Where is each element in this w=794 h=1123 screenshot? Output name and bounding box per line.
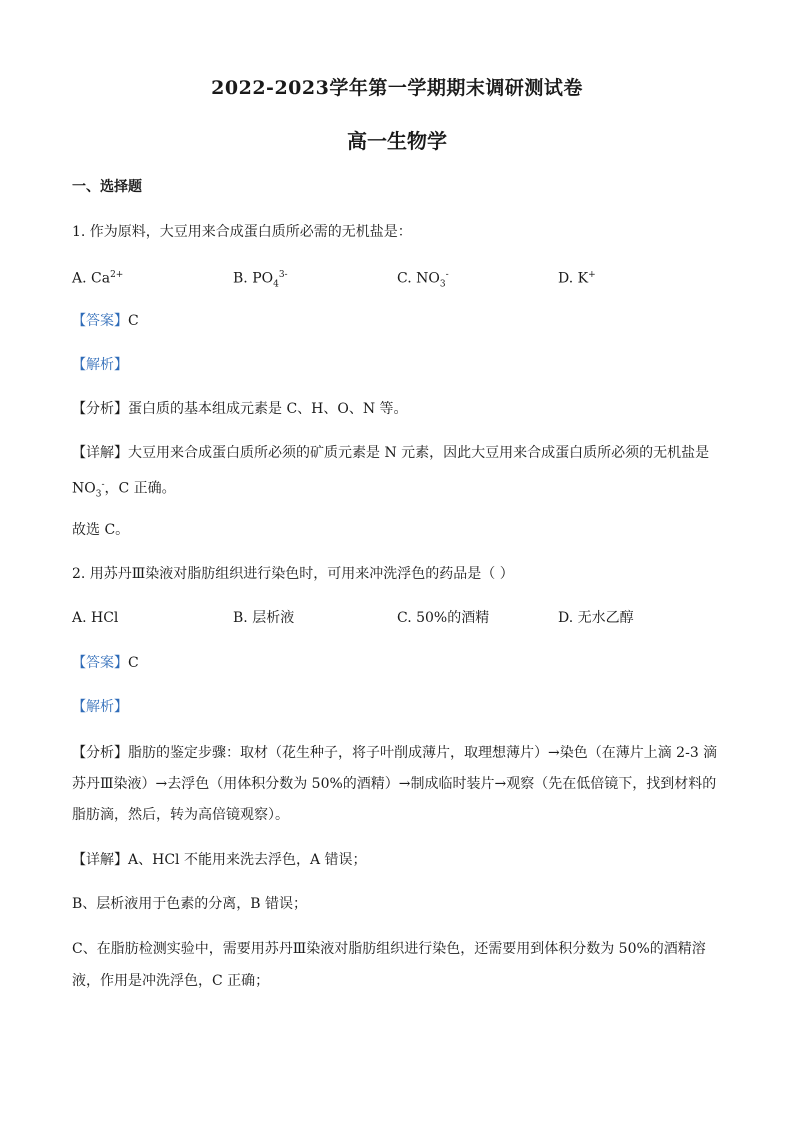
xiangjie-formula: NO xyxy=(72,480,96,497)
question-2-xiangjie-b: B、层析液用于色素的分离，B 错误； xyxy=(72,896,308,912)
question-2-xiangjie-a xyxy=(72,851,367,869)
question-1-answer xyxy=(72,312,139,330)
question-2-fenxi-line-3: 脂肪滴，然后，转为高倍镜观察）。 xyxy=(72,807,289,823)
option-c-text: C. NO xyxy=(397,270,440,287)
question-2-option-a: A. HCl xyxy=(72,610,119,626)
option-c-subscript: 3 xyxy=(439,279,446,290)
option-a-text: A. Ca xyxy=(72,270,111,287)
answer-value: C xyxy=(128,655,139,671)
answer-tag: 【答案】 xyxy=(72,313,128,329)
question-2-xiangjie-c-line-2: 液，作用是冲洗浮色，C 正确； xyxy=(72,973,270,989)
question-1-stem: 1. 作为原料，大豆用来合成蛋白质所必需的无机盐是： xyxy=(72,224,412,240)
fenxi-text: 蛋白质的基本组成元素是 C、H、O、N 等。 xyxy=(128,401,408,417)
xiangjie-text-end: ，C 正确。 xyxy=(104,480,176,497)
xiangjie-text: A、HCl 不能用来洗去浮色，A 错误； xyxy=(128,852,367,868)
option-d-charge: + xyxy=(588,270,596,280)
question-1-xiangjie-line-1 xyxy=(72,444,709,462)
page-subtitle: 高一生物学 xyxy=(347,129,447,153)
question-2-option-c: C. 50%的酒精 xyxy=(397,610,490,626)
fenxi-tag: 【分析】 xyxy=(72,745,128,761)
question-1-option-d xyxy=(558,266,596,288)
answer-tag: 【答案】 xyxy=(72,655,128,671)
xiangjie-tag: 【详解】 xyxy=(72,852,128,868)
question-2-analysis-tag: 【解析】 xyxy=(72,699,128,715)
question-1-fenxi xyxy=(72,400,408,418)
option-d-text: D. K xyxy=(558,270,589,287)
xiangjie-formula-charge: - xyxy=(101,480,105,490)
question-1-analysis-tag: 【解析】 xyxy=(72,357,128,373)
section-heading: 一、选择题 xyxy=(72,179,142,195)
question-1-xiangjie-line-2 xyxy=(72,476,176,503)
option-b-subscript: 4 xyxy=(273,279,279,290)
fenxi-text: 脂肪的鉴定步骤：取材（花生种子，将子叶削成薄片，取理想薄片）→染色（在薄片上滴 2-3 滴 xyxy=(128,745,718,761)
xiangjie-text: 大豆用来合成蛋白质所必须的矿质元素是 N 元素，因此大豆用来合成蛋白质所必须的无机盐是 xyxy=(128,445,710,461)
answer-value: C xyxy=(128,313,139,329)
option-b-charge: 3- xyxy=(278,270,288,280)
question-2-fenxi-line-2: 苏丹Ⅲ染液）→去浮色（用体积分数为 50%的酒精）→制成临时装片→观察（先在低倍镜下，找到材料的 xyxy=(72,776,717,792)
question-2-stem: 2. 用苏丹Ⅲ染液对脂肪组织进行染色时，可用来冲洗浮色的药品是（ ） xyxy=(72,566,514,582)
page-title: 2022-2023学年第一学期期末调研测试卷 xyxy=(211,77,583,99)
question-1-option-c xyxy=(397,266,449,293)
fenxi-tag: 【分析】 xyxy=(72,401,128,417)
option-c-charge: - xyxy=(445,270,449,280)
xiangjie-tag: 【详解】 xyxy=(72,445,128,461)
question-2-option-b: B. 层析液 xyxy=(233,610,295,626)
question-2-answer xyxy=(72,654,139,672)
question-1-conclusion: 故选 C。 xyxy=(72,522,130,538)
question-2-xiangjie-c-line-1: C、在脂肪检测实验中，需要用苏丹Ⅲ染液对脂肪组织进行染色，还需要用到体积分数为 50%的酒精溶 xyxy=(72,941,706,957)
option-b-text: B. PO xyxy=(233,270,274,287)
option-a-charge: 2+ xyxy=(110,270,124,280)
question-2-fenxi-line-1 xyxy=(72,744,717,762)
question-1-option-a xyxy=(72,266,123,288)
xiangjie-formula-subscript: 3 xyxy=(95,489,102,500)
question-1-option-b xyxy=(233,266,288,293)
question-2-option-d: D. 无水乙醇 xyxy=(558,610,634,626)
